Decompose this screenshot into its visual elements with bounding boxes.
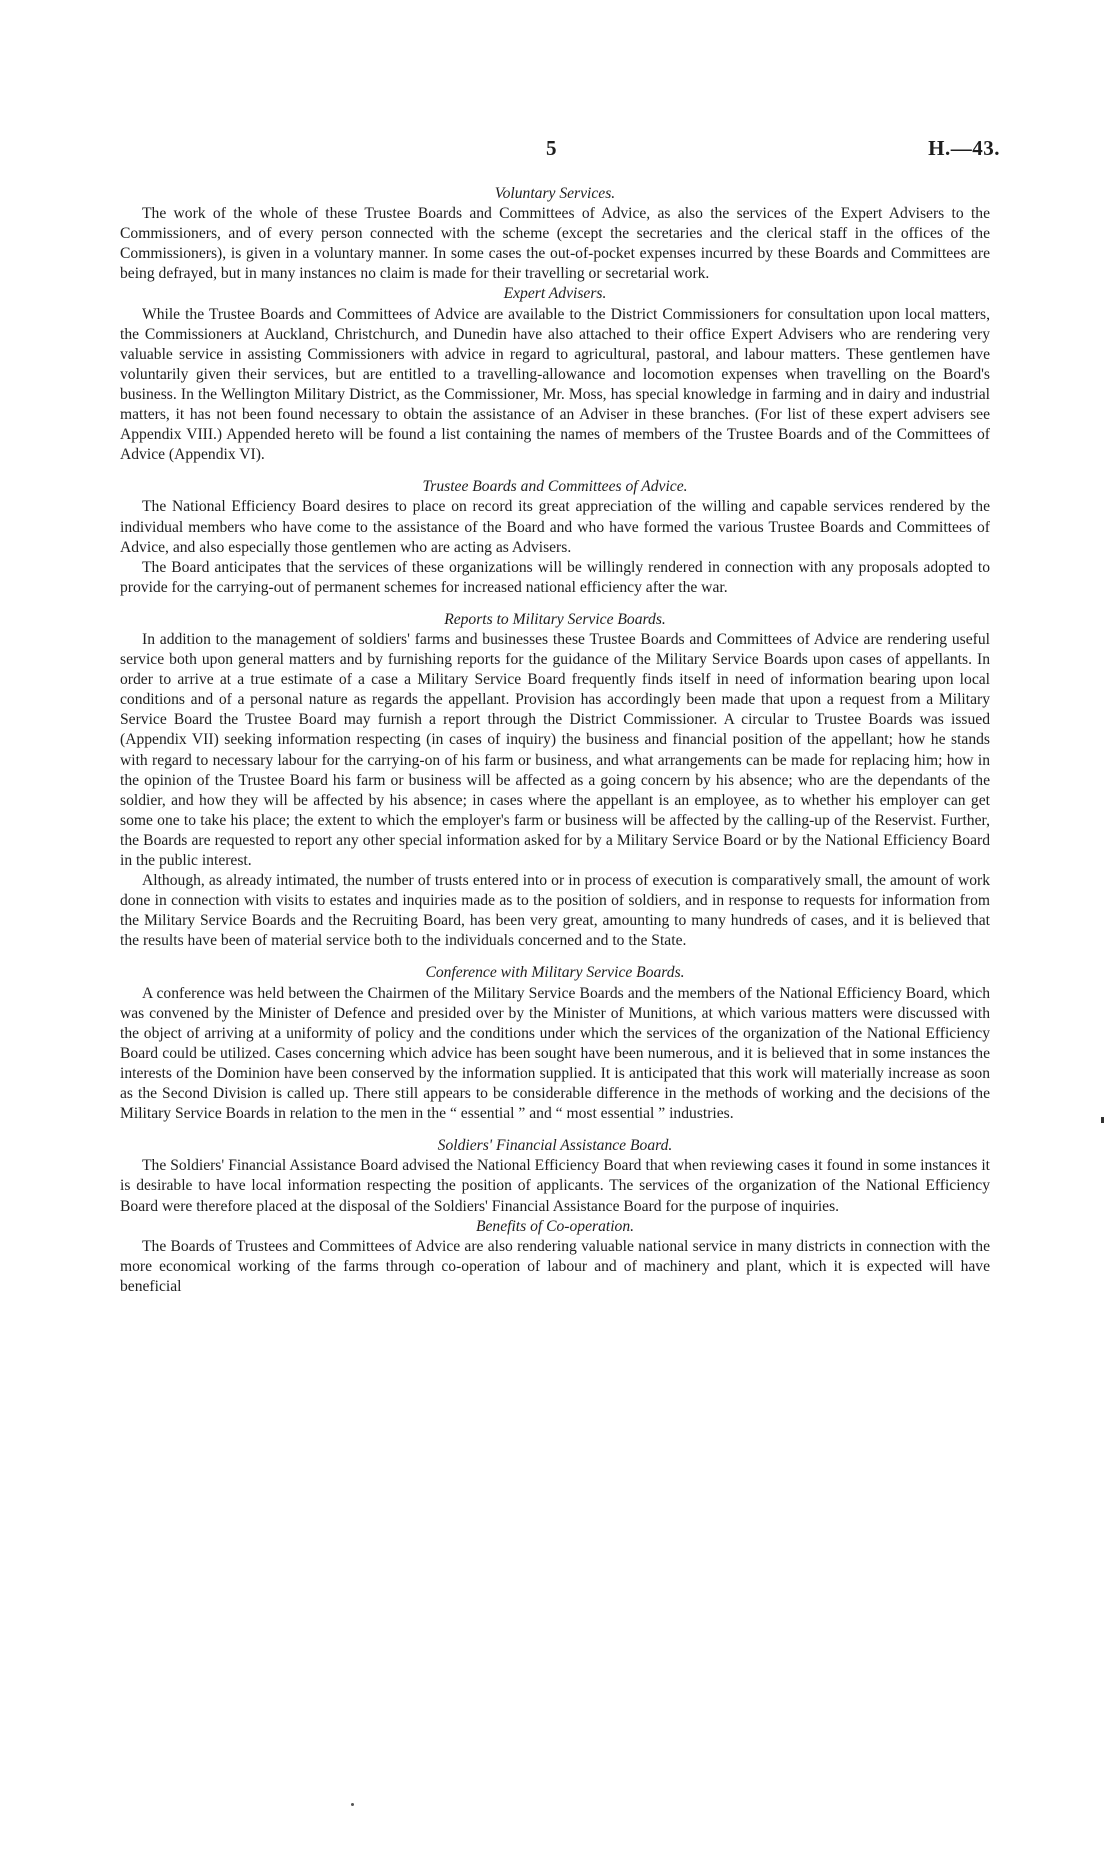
document-reference: H.—43. — [928, 136, 1000, 160]
section-conference — [120, 963, 990, 1124]
paragraph: The work of the whole of these Trustee Boards and Committees of Advice, as also the services of the Expert Advisers to the Commissioners, and of every person connected with the scheme (except the secretaries and the clerical staff in the offices of the Commissioners), is given in a voluntary manner. In some cases the out-of-pocket expenses incurred by these Boards and Committees are being defrayed, but in many instances no claim is made for their travelling or secretarial work. — [120, 205, 990, 283]
section-heading: Conference with Military Service Boards. — [425, 964, 685, 982]
section-heading: Soldiers' Financial Assistance Board. — [437, 1137, 673, 1155]
section-benefits-cooperation — [120, 1217, 990, 1297]
section-heading: Expert Advisers. — [503, 285, 607, 303]
paragraph: A conference was held between the Chairmen of the Military Service Boards and the members of the National Efficiency Board, which was convened by the Minister of Defence and presided over by the Minister of Munitions, at which various matters were discussed with the object of arriving at a uniformity of policy and the conditions under which the services of the organization of the National Efficiency Board could be utilized. Cases concerning which advice has been sought have been numerous, and it is believed that in some instances the interests of the Dominion have been conserved by the information supplied. It is anticipated that this work will materially increase as soon as the Second Division is called up. There still appears to be considerable difference in the methods of working and the decisions of the Military Service Boards in relation to the men in the “ essential ” and “ most essential ” industries. — [120, 984, 990, 1123]
section-voluntary-services — [120, 184, 990, 284]
section-reports-military-service — [120, 610, 990, 952]
section-heading: Benefits of Co-operation. — [475, 1217, 635, 1235]
section-heading: Trustee Boards and Committees of Advice. — [422, 478, 688, 496]
document-body — [120, 184, 990, 1297]
paragraph: The Boards of Trustees and Committees of Advice are also rendering valuable national service in many districts in connection with the more economical working of the farms through co-operation of labour and of machinery and plant, which it is expected will have beneficial — [120, 1237, 990, 1295]
section-trustee-boards — [120, 477, 990, 598]
paragraph: The Board anticipates that the services of these organizations will be willingly rendered in connection with any proposals adopted to provide for the carrying-out of permanent schemes for increased national efficiency after the war. — [120, 558, 990, 596]
paragraph: In addition to the management of soldiers' farms and businesses these Trustee Boards and Committees of Advice are rendering useful service both upon general matters and by furnishing reports for the guidance of the Military Service Boards upon cases of appellants. In order to arrive at a true estimate of a case a Military Service Board frequently finds itself in need of information bearing upon local conditions and of a personal nature as regards the appellant. Provision has accordingly been made that upon a request from a Military Service Board the Trustee Board may furnish a report through the District Commissioner. A circular to Trustee Boards was issued (Appendix VII) seeking information respecting (in cases of inquiry) the business and financial position of the appellant; how he stands with regard to necessary labour for the carrying-on of his farm or business, and what arrangements can be made for replacing him; how in the opinion of the Trustee Board his farm or business will be affected as a going concern by his absence; who are the dependants of the soldier, and how they will be affected by his absence; in cases where the appellant is an employee, as to whether his employer can get some one to take his place; the extent to which the employer's farm or business will be affected by the calling-up of the Reservist. Further, the Boards are requested to report any other special information asked for by a Military Service Board or by the National Efficiency Board in the public interest. — [120, 630, 990, 869]
page-number: 5 — [546, 136, 557, 160]
section-financial-assistance — [120, 1136, 990, 1216]
paragraph: Although, as already intimated, the number of trusts entered into or in process of execution is comparatively small, the amount of work done in connection with visits to estates and inquiries made as to the position of soldiers, and in response to requests for information from the Military Service Boards and the Recruiting Board, has been very great, amounting to many hundreds of cases, and it is believed that the results have been of material service both to the individuals concerned and to the State. — [120, 872, 990, 950]
section-heading: Reports to Military Service Boards. — [444, 610, 666, 628]
scan-edge-mark — [1101, 1117, 1104, 1123]
page-header — [0, 136, 1114, 166]
paragraph: While the Trustee Boards and Committees of Advice are available to the District Commissioners for consultation upon local matters, the Commissioners at Auckland, Christchurch, and Dunedin have also attached to their office Expert Advisers who are rendering very valuable service in assisting Commissioners with advice in regard to agricultural, pastoral, and labour matters. These gentlemen have voluntarily given their services, but are entitled to a travelling-allowance and locomotion expenses when travelling on the Board's business. In the Wellington Military District, as the Commissioner, Mr. Moss, has special knowledge in farming and in dairy and industrial matters, it has not been found necessary to obtain the assistance of an Adviser in these branches. (For list of these expert advisers see Appendix VIII.) Appended hereto will be found a list containing the names of members of the Trustee Boards and of the Committees of Advice (Appendix VI). — [120, 305, 990, 464]
section-heading: Voluntary Services. — [494, 185, 616, 202]
section-expert-advisers — [120, 284, 990, 465]
scan-speck — [351, 1803, 354, 1806]
paragraph: The National Efficiency Board desires to place on record its great appreciation of the willing and capable services rendered by the individual members who have come to the assistance of the Board and who have formed the various Trustee Boards and Committees of Advice, and also especially those gentlemen who are acting as Advisers. — [120, 498, 990, 556]
paragraph: The Soldiers' Financial Assistance Board advised the National Efficiency Board that when reviewing cases it found in some instances it is desirable to have local information respecting the position of applicants. The services of the organization of the National Efficiency Board were therefore placed at the disposal of the Soldiers' Financial Assistance Board for the purpose of inquiries. — [120, 1157, 990, 1215]
